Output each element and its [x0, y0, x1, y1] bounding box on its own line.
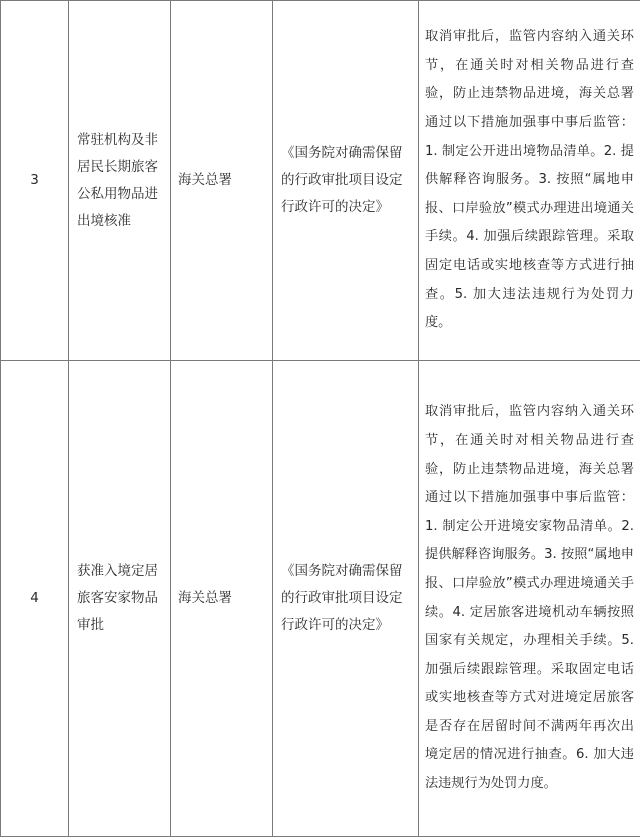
item-name: 获准入境定居旅客安家物品审批	[69, 361, 171, 837]
table-row	[1, 361, 640, 837]
legal-basis: 《国务院对确需保留的行政审批项目设定行政许可的决定》	[273, 1, 419, 361]
supervision-measures: 取消审批后，监管内容纳入通关环节，在通关时对相关物品进行查验，防止违禁物品进境，海关总署通过以下措施加强事中事后监管：1. 制定公开进境安家物品清单。2. 提供解释咨询服务。3. 按照“属地申报、口岸验放”模式办理进境通关手续。4. 定居旅客进境机动车辆按照国家有关规定，办理相关手续。5. 加强后续跟踪管理。采取固定电话或实地核查等方式对进境定居旅客是否存在居留时间不满两年再次出境定居的情况进行抽查。6. 加大违法违规行为处罚力度。	[419, 361, 640, 837]
department: 海关总署	[171, 1, 273, 361]
row-number: 3	[1, 1, 69, 361]
item-name: 常驻机构及非居民长期旅客公私用物品进出境核准	[69, 1, 171, 361]
supervision-measures: 取消审批后，监管内容纳入通关环节，在通关时对相关物品进行查验，防止违禁物品进境，海关总署通过以下措施加强事中事后监管：1. 制定公开进出境物品清单。2. 提供解释咨询服务。3. 按照“属地申报、口岸验放”模式办理进出境通关手续。4. 加强后续跟踪管理。采取固定电话或实地核查等方式进行抽查。5. 加大违法违规行为处罚力度。	[419, 1, 640, 361]
row-number: 4	[1, 361, 69, 837]
department: 海关总署	[171, 361, 273, 837]
legal-basis: 《国务院对确需保留的行政审批项目设定行政许可的决定》	[273, 361, 419, 837]
table-row	[1, 1, 640, 361]
